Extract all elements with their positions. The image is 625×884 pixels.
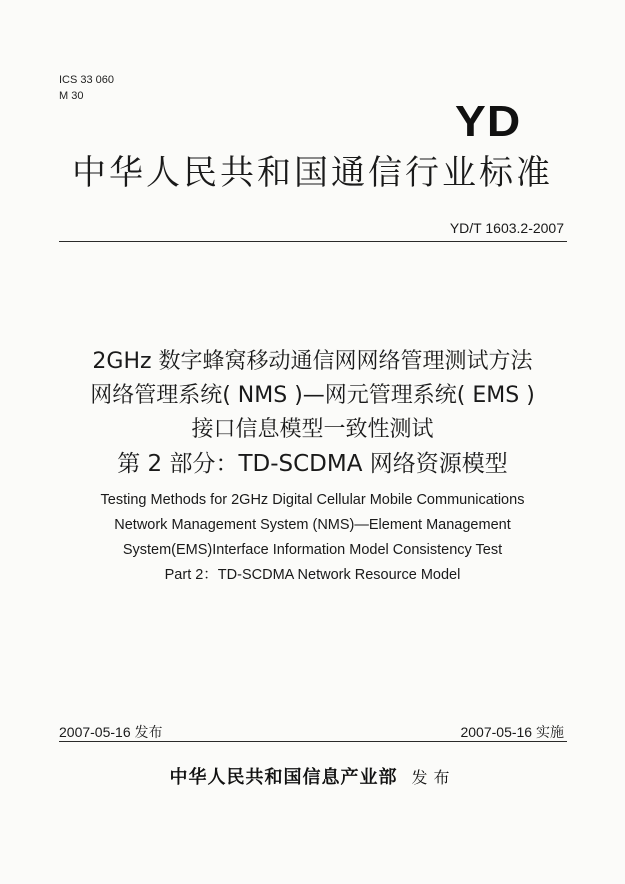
bottom-divider [59,741,567,742]
publisher-name: 中华人民共和国信息产业部 [169,767,398,788]
english-title-line: Network Management System (NMS)—Element Management [114,517,511,533]
publisher-line [0,764,625,792]
english-title-line: System(EMS)Interface Information Model Consistency Test [122,542,503,558]
standard-number: YD/T 1603.2-2007 [449,220,564,236]
top-divider [59,241,567,242]
publish-action: 发布 [411,768,456,787]
chinese-title-line: 接口信息模型一致性测试 [191,417,434,442]
ccs-code: M 30 [59,90,84,102]
english-title-line: Part 2：TD-SCDMA Network Resource Model [164,567,461,583]
chinese-title-line: 网络管理系统( NMS )—网元管理系统( EMS ) [90,383,535,408]
english-title [0,488,625,588]
yd-logo: YD [455,97,522,146]
classification-codes [59,72,114,104]
english-title-line: Testing Methods for 2GHz Digital Cellular Mobile Communications [100,492,525,508]
chinese-title-line: 2GHz 数字蜂窝移动通信网网络管理测试方法 [92,349,533,374]
chinese-title [0,345,625,481]
chinese-title-line: 第 2 部分：TD-SCDMA 网络资源模型 [117,451,508,477]
ics-code: ICS 33 060 [59,74,115,86]
issue-date: 2007-05-16 发布 [59,724,163,740]
implementation-date: 2007-05-16 实施 [460,724,564,740]
standard-category-title: 中华人民共和国通信行业标准 [72,153,553,193]
